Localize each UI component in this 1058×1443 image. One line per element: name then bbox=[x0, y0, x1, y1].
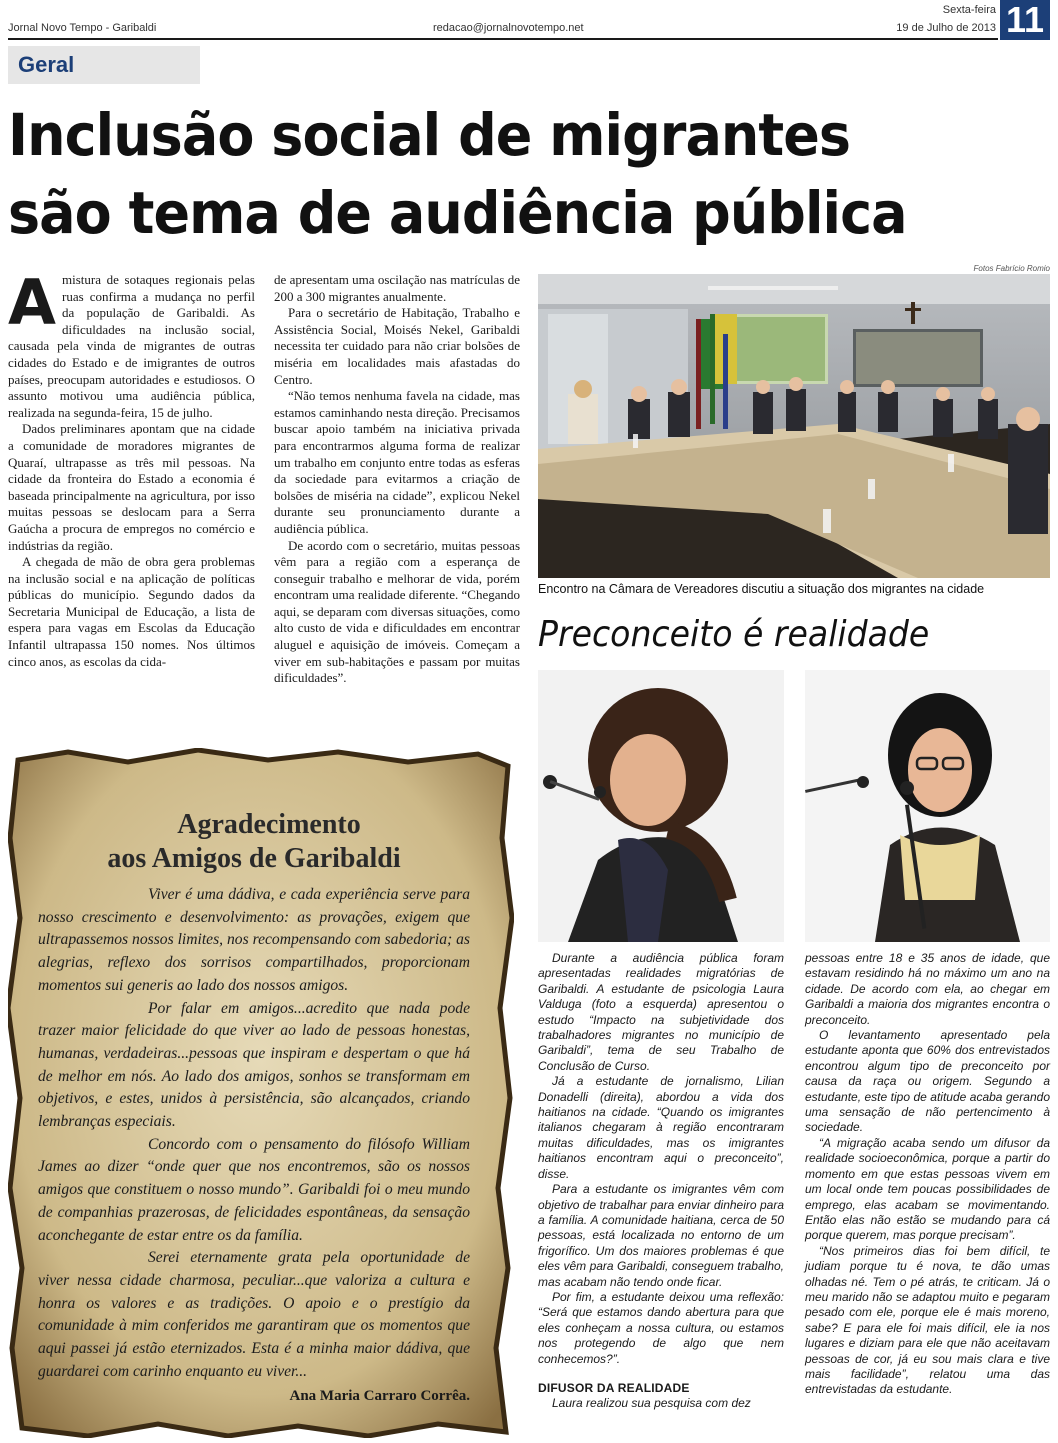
woman-with-glasses-photo-icon bbox=[805, 670, 1050, 942]
section-label: Geral bbox=[8, 46, 200, 84]
notice-paragraph: Por falar em amigos...acredito que nada pode trazer maior felicidade do que viver ao lado de pessoas honestas, humanas, verdadeiras...pessoas que inspiram e despertam o que há de melhor em nós. Ao lado dos amigos, sonhos se transformam em objetivos, e estes, unidos à persistência, são alcançados, criando lembranças especiais. bbox=[38, 999, 470, 1131]
headline bbox=[8, 96, 975, 252]
article-column-1 bbox=[8, 266, 255, 670]
side-paragraph: “Nos primeiros dias foi bem difícil, te judiam porque tu é nova, te dão umas olhadas né. Tem o pé atrás, te criticam. Já o meu marido não se adaptou muito e pegaram pesado com ele, porque ele é mais moreno, sabe? E para ele foi mais difícil, ele ia nos lugares e diziam para ele que não aceitavam pessoas de cor, já eu sou mais clara e tive mais facilidade”, relatou uma das entrevistadas da estudante. bbox=[805, 1243, 1050, 1397]
page-number: 11 bbox=[1000, 0, 1050, 40]
notice-paragraph: Viver é uma dádiva, e cada experiência serve para nosso crescimento e desenvolvimento: as provações, exigem que ultrapassemos nossos limites, nos recompensando com sabedoria; as alegrias, reflexo dos sorrisos compartilhados, proporcionam momentos sui generis ao lado dos nossos amigos. bbox=[38, 886, 470, 994]
notice-paragraph: Concordo com o pensamento do filósofo William James ao dizer “onde quer que nos encontremos, são os nossos amigos que constituem o nosso mundo”. Garibaldi foi o meu mundo de companhias prazerosas, de felicidades espontâneas, da sensação aconchegante de estar entre os da família. bbox=[38, 1135, 470, 1244]
article-paragraph: Para o secretário de Habitação, Trabalho e Assistência Social, Moisés Nekel, Garibaldi necessita ter cuidado para não criar bolsões de miséria em localidades mais afastadas do Centro. bbox=[274, 305, 520, 387]
side-column-1 bbox=[538, 951, 784, 1412]
notice-title-line-1: Agradecimento bbox=[177, 809, 361, 840]
article-paragraph: A mistura de sotaques regionais pelas ruas confirma a mudança no perfil da população de Garibaldi. As dificuldades na inclusão social, causada pela vinda de migrantes de outras cidades do Estado e de imigrantes de outros países, preocupam autoridades e estudiosos. O assunto motivou uma audiência pública, realizada na segunda-feira, 15 de julho. bbox=[8, 266, 255, 420]
side-paragraph: Por fim, a estudante deixou uma reflexão: “Será que estamos dando abertura para que eles conheçam a nossa cultura, ou estamos nos protegendo de algo que nem conhecemos?”. bbox=[538, 1289, 784, 1366]
notice-signature: Ana Maria Carraro Corrêa. bbox=[289, 1388, 470, 1404]
issue-date: 19 de Julho de 2013 bbox=[896, 22, 996, 34]
woman-speaker-photo-icon bbox=[538, 670, 784, 942]
photo-caption: Encontro na Câmara de Vereadores discutiu a situação dos migrantes na cidade bbox=[538, 582, 985, 596]
header-rule bbox=[8, 38, 998, 40]
article-paragraph: Dados preliminares apontam que na cidade a comunidade de moradores migrantes de Quaraí, ultrapasse as três mil pessoas. Na cidade da fronteira do Estado a economia é baseada principalmente na agricultura, por isso muitas pessoas se deslocam para a Serra Gaúcha a procura de empregos no comércio e indústrias da região. bbox=[8, 421, 255, 553]
side-paragraph: “A migração acaba sendo um difusor da realidade socioeconômica, porque a partir do momento em que estas pessoas vivem em um local onde tem poucas possibilidades de emprego, elas acabam se movimentando. Então elas não estão se mudando para cá porque querem, mas porque precisam”. bbox=[805, 1135, 1050, 1243]
notice-title-line-2: aos Amigos de Garibaldi bbox=[107, 843, 401, 874]
photo-credit: Fotos Fabrício Romio bbox=[973, 264, 1050, 273]
article-paragraph: “Não temos nenhuma favela na cidade, mas estamos caminhando nesta direção. Precisamos buscar apoio também na iniciativa privada para encontrarmos alguma forma de realizar um trabalho em conjunto entre todas as esferas da sociedade para evitarmos a criação de bolsões de miséria na cidade”, explicou Nekel durante seu pronunciamento durante a audiência pública. bbox=[274, 388, 520, 536]
article-paragraph: De acordo com o secretário, muitas pessoas vêm para a região com a esperança de conseguir trabalho e melhorar de vida, porém encontram uma realidade diferente. “Chegando aqui, se deparam com diversas situações, como alto custo de vida e dificuldades em encontrar aluguel e aquisição de imóveis. Começam a viver em sub-habitações e passam por muitas dificuldades”. bbox=[274, 537, 520, 686]
side-paragraph: Durante a audiência pública foram apresentadas realidades migratórias de Garibaldi. A estudante de psicologia Laura Valduga (foto a esquerda) apresentou o estudo “Impacto na subjetividade dos trabalhadores migrantes no município de Garibaldi”, tema de seu Trabalho de Conclusão de Curso. bbox=[538, 951, 784, 1073]
article-paragraph: de apresentam uma oscilação nas matrículas de 200 a 300 migrantes anualmente. bbox=[274, 272, 520, 304]
notice-content bbox=[38, 808, 470, 1383]
article-column-2 bbox=[274, 272, 520, 687]
side-paragraph: Laura realizou sua pesquisa com dez bbox=[552, 1396, 751, 1411]
side-paragraph: pessoas entre 18 e 35 anos de idade, que estavam residindo há no máximo um ano na cidade. De acordo com ela, ao chegar em Garibaldi a maioria dos migrantes encontra o preconceito. bbox=[805, 951, 1050, 1027]
side-paragraph: Para a estudante os imigrantes vêm com objetivo de trabalhar para enviar dinheiro para a família. A comunidade haitiana, cerca de 50 pessoas, está localizada no entorno de um frigorífico. Um dos maiores problemas é que eles vêm para Garibaldi, conseguem trabalho, mas acabam não tendo onde ficar. bbox=[538, 1182, 784, 1289]
notice-body bbox=[38, 884, 470, 1383]
subsection-heading: DIFUSOR DA REALIDADE bbox=[538, 1380, 690, 1395]
speaker-photo-left bbox=[538, 670, 784, 942]
contact-email[interactable]: redacao@jornalnovotempo.net bbox=[433, 22, 584, 34]
side-column-2 bbox=[805, 951, 1050, 1398]
council-meeting-photo-icon bbox=[538, 274, 1050, 578]
side-paragraph: Já a estudante de jornalismo, Lilian Donadelli (direita), abordou a vida dos haitianos na cidade. “Quando os imigrantes italianos chegaram à região encontraram muitas dificuldades, mas os imigrantes haitianos encontram aqui o preconceito”, disse. bbox=[538, 1074, 784, 1181]
drop-cap: A bbox=[8, 266, 56, 339]
notice-paragraph: Serei eternamente grata pela oportunidade de viver nessa cidade charmosa, peculiar...que valoriza a cultura e honra os valores e as tradições. O apoio e o prestígio da comunidade à mim conferidos me garantiram que os momentos que aqui passei já estão eternizados. Esta é a minha maior dádiva, que guardarei com carinho enquanto eu viver... bbox=[38, 1249, 470, 1380]
weekday: Sexta-feira bbox=[942, 4, 996, 16]
headline-line-1: Inclusão social de migrantes bbox=[8, 101, 851, 169]
article-paragraph: A chegada de mão de obra gera problemas na inclusão social e na aplicação de políticas públicas do município. Segundo dados da Secretaria Municipal de Educação, a lista de espera para vagas em Escolas da Educação Infantil ultrapassa 150 nomes. Nos últimos cinco anos, as escolas da cida- bbox=[8, 554, 255, 669]
headline-line-2: são tema de audiência pública bbox=[8, 179, 907, 247]
subheadline: Preconceito é realidade bbox=[538, 614, 930, 655]
speaker-photo-right bbox=[805, 670, 1050, 942]
side-paragraph: O levantamento apresentado pela estudante aponta que 60% dos entrevistados encontrou algum tipo de preconceito por causa da raça ou origem. Segundo a estudante, este tipo de atitude acaba gerando uma sensação de não pertencimento à sociedade. bbox=[805, 1028, 1050, 1135]
paper-name: Jornal Novo Tempo - Garibaldi bbox=[8, 22, 157, 34]
meeting-photo bbox=[538, 274, 1050, 578]
